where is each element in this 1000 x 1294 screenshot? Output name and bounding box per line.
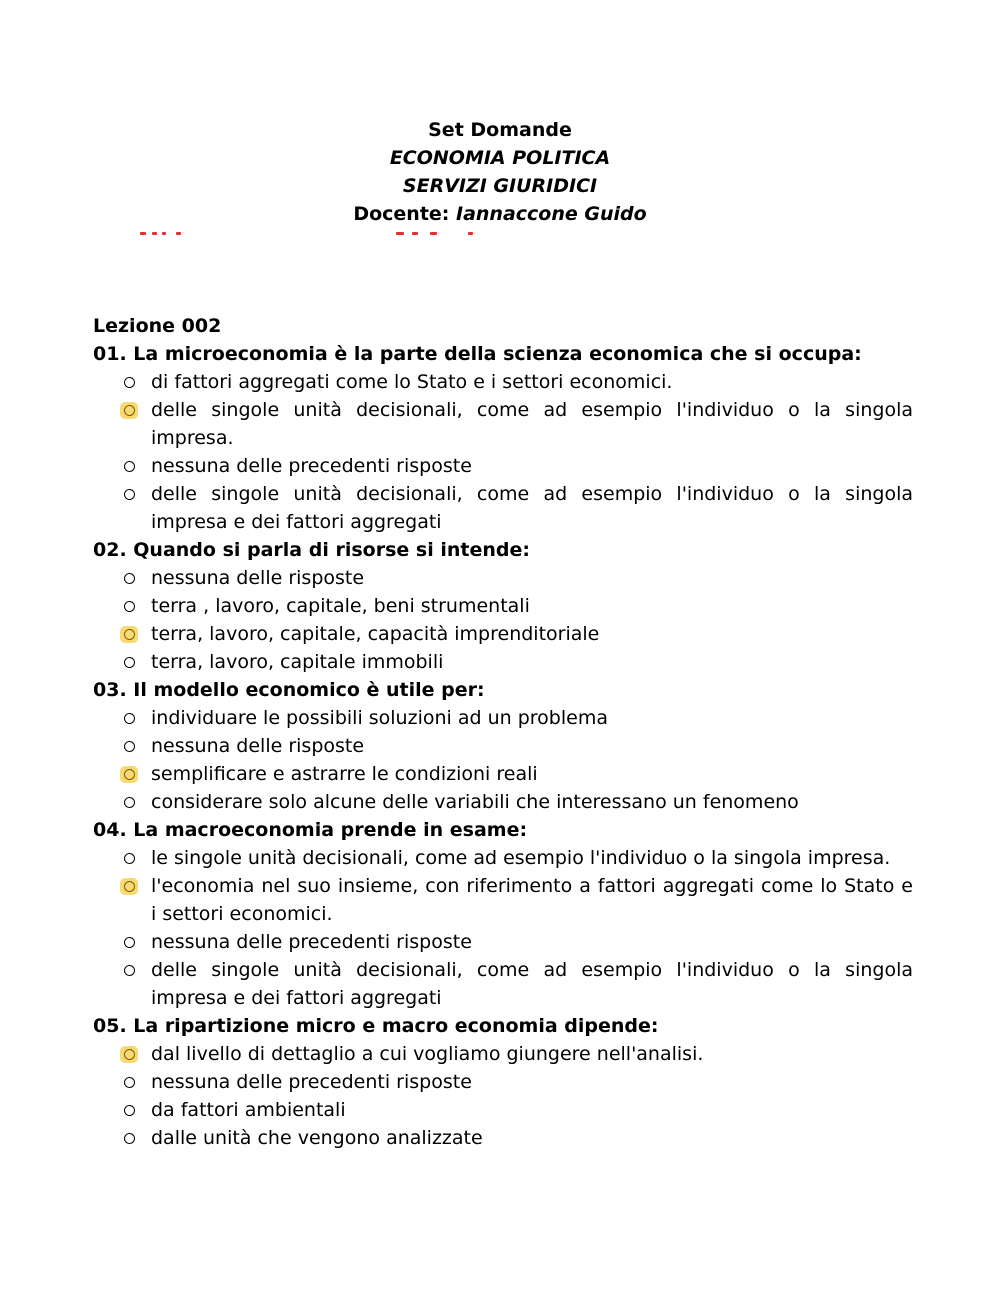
question-block <box>93 536 913 676</box>
answer-list <box>93 564 913 676</box>
teacher-name: Iannaccone Guido <box>456 203 647 225</box>
answer-text: da fattori ambientali <box>151 1099 346 1121</box>
highlighted-bullet-icon <box>119 396 139 424</box>
answer-text: nessuna delle precedenti risposte <box>151 455 472 477</box>
questions-content <box>93 312 913 1152</box>
answer-text: nessuna delle risposte <box>151 735 365 757</box>
answer-option <box>93 452 913 480</box>
answer-option <box>93 368 913 396</box>
answer-option-correct <box>93 1040 913 1068</box>
answer-text: delle singole unità decisionali, come ad esempio l'individuo o la singola impresa e dei fattori aggregati <box>151 483 913 533</box>
answer-option-correct <box>93 396 913 452</box>
circle-bullet-icon <box>119 704 139 732</box>
circle-bullet-icon <box>119 928 139 956</box>
answer-list <box>93 368 913 536</box>
circle-bullet-icon <box>119 648 139 676</box>
answer-option <box>93 592 913 620</box>
answer-text: nessuna delle precedenti risposte <box>151 931 472 953</box>
answer-option <box>93 732 913 760</box>
highlighted-bullet-icon <box>119 620 139 648</box>
answer-text: dal livello di dettaglio a cui vogliamo giungere nell'analisi. <box>151 1043 704 1065</box>
question-list <box>93 340 913 1152</box>
answer-list <box>93 1040 913 1152</box>
circle-bullet-icon <box>119 480 139 508</box>
question-title: 01. La microeconomia è la parte della scienza economica che si occupa: <box>93 343 862 365</box>
circle-bullet-icon <box>119 732 139 760</box>
answer-text: delle singole unità decisionali, come ad esempio l'individuo o la singola impresa e dei fattori aggregati <box>151 959 913 1009</box>
circle-bullet-icon <box>119 368 139 396</box>
answer-option <box>93 1124 913 1152</box>
highlighted-bullet-icon <box>119 1040 139 1068</box>
question-block <box>93 340 913 536</box>
question-block <box>93 816 913 1012</box>
answer-option <box>93 956 913 1012</box>
answer-option <box>93 564 913 592</box>
answer-option <box>93 844 913 872</box>
answer-text: terra , lavoro, capitale, beni strumentali <box>151 595 530 617</box>
answer-option-correct <box>93 760 913 788</box>
answer-text: considerare solo alcune delle variabili che interessano un fenomeno <box>151 791 799 813</box>
course-name: ECONOMIA POLITICA <box>389 147 611 169</box>
circle-bullet-icon <box>119 956 139 984</box>
answer-text: terra, lavoro, capitale, capacità imprenditoriale <box>151 623 600 645</box>
question-title: 02. Quando si parla di risorse si intende: <box>93 539 530 561</box>
teacher-label: Docente: <box>353 203 456 225</box>
document-title: Set Domande <box>428 119 572 141</box>
answer-option-correct <box>93 620 913 648</box>
circle-bullet-icon <box>119 844 139 872</box>
answer-text: delle singole unità decisionali, come ad esempio l'individuo o la singola impresa. <box>151 399 913 449</box>
document-header <box>0 116 1000 228</box>
question-block <box>93 1012 913 1152</box>
clipped-red-text <box>140 230 500 236</box>
answer-list <box>93 844 913 1012</box>
question-title: 03. Il modello economico è utile per: <box>93 679 485 701</box>
answer-text: dalle unità che vengono analizzate <box>151 1127 483 1149</box>
question-title: 05. La ripartizione micro e macro economia dipende: <box>93 1015 659 1037</box>
question-block <box>93 676 913 816</box>
answer-option <box>93 1068 913 1096</box>
answer-option <box>93 1096 913 1124</box>
highlighted-bullet-icon <box>119 872 139 900</box>
circle-bullet-icon <box>119 1068 139 1096</box>
answer-text: le singole unità decisionali, come ad esempio l'individuo o la singola impresa. <box>151 847 891 869</box>
answer-text: individuare le possibili soluzioni ad un problema <box>151 707 608 729</box>
answer-text: di fattori aggregati come lo Stato e i settori economici. <box>151 371 673 393</box>
answer-option <box>93 704 913 732</box>
teacher-line <box>0 200 1000 228</box>
circle-bullet-icon <box>119 592 139 620</box>
question-title: 04. La macroeconomia prende in esame: <box>93 819 528 841</box>
circle-bullet-icon <box>119 452 139 480</box>
circle-bullet-icon <box>119 564 139 592</box>
circle-bullet-icon <box>119 1096 139 1124</box>
answer-option-correct <box>93 872 913 928</box>
circle-bullet-icon <box>119 788 139 816</box>
program-name: SERVIZI GIURIDICI <box>402 175 598 197</box>
answer-option <box>93 928 913 956</box>
answer-text: nessuna delle precedenti risposte <box>151 1071 472 1093</box>
answer-list <box>93 704 913 816</box>
answer-option <box>93 648 913 676</box>
highlighted-bullet-icon <box>119 760 139 788</box>
lesson-title: Lezione 002 <box>93 315 222 337</box>
answer-option <box>93 480 913 536</box>
answer-option <box>93 788 913 816</box>
answer-text: semplificare e astrarre le condizioni reali <box>151 763 538 785</box>
circle-bullet-icon <box>119 1124 139 1152</box>
answer-text: l'economia nel suo insieme, con riferimento a fattori aggregati come lo Stato e i settori economici. <box>151 875 913 925</box>
answer-text: nessuna delle risposte <box>151 567 365 589</box>
answer-text: terra, lavoro, capitale immobili <box>151 651 444 673</box>
